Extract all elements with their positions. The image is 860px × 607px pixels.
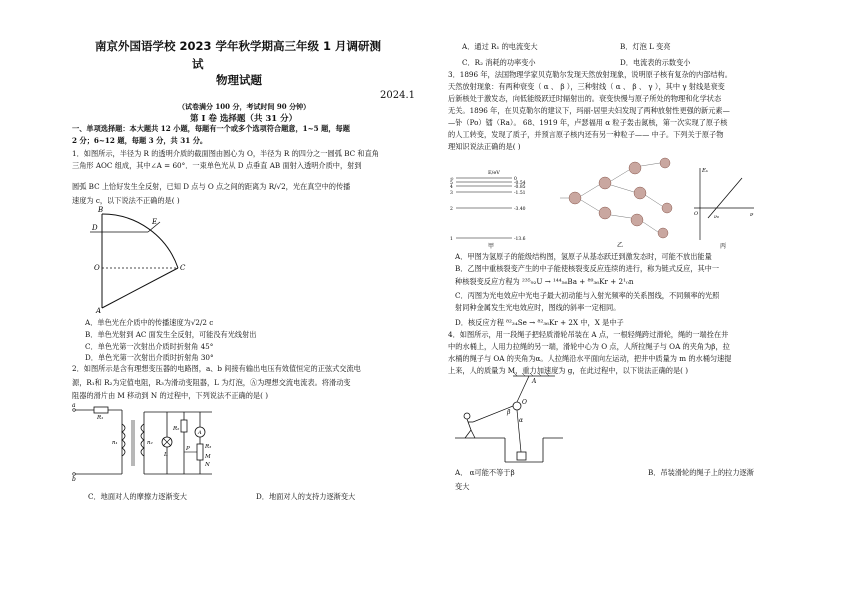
svg-text:O: O <box>694 211 699 217</box>
q1-line3: 圆弧 BC 上恰好发生全反射，已知 D 点与 O 点之间的距离为 R/√2，光在真空中的传播 <box>72 182 351 191</box>
rheostat-R3 <box>197 444 203 460</box>
primary-coil <box>122 424 125 456</box>
svg-text:P: P <box>186 446 190 452</box>
energy-level-value: -3.40 <box>514 207 526 212</box>
q4-option-B2: 变大 <box>455 482 470 491</box>
q3-fission-figure <box>555 148 685 248</box>
q2-line2: 源，R₁和 R₂为定值电阻，R₃为滑动变阻器，L 为灯泡，Ⓐ为理想交流电流表。将滑动变 <box>72 378 351 387</box>
bucket <box>517 452 526 460</box>
energy-level-value: -0.54 <box>514 181 526 186</box>
q2-option-D: D．电流表的示数变小 <box>620 58 691 67</box>
q2-option-C: C．R₂ 消耗的功率变小 <box>462 58 536 67</box>
q3-option-A: A．甲图为氢原子的能级结构图，氢原子从基态跃迁到激发态时，可能不放出能量 <box>455 252 712 261</box>
nucleus-1 <box>569 192 581 204</box>
svg-text:N: N <box>205 462 210 468</box>
svg-text:a: a <box>72 402 76 409</box>
q4-line2: 中的水桶上，人用力拉绳的另一端，滑轮中心为 O 点，人所拉绳子与 OA 的夹角为β，拉 <box>448 342 730 351</box>
q1-label-B: B <box>98 206 104 214</box>
energy-level-value: -0.85 <box>514 185 526 190</box>
q4-pulley-figure <box>455 374 565 464</box>
q3-line6: 的人工转变，发现了质子，并预言原子核内还有另一种粒子—— 中子。下列关于原子物 <box>448 130 724 139</box>
nucleus-4 <box>629 162 641 174</box>
q3-line1: 3．1896 年，法国物理学家贝克勒尔发现天然放射现象，说明原子核有复杂的内部结构。 <box>448 70 732 79</box>
q1-option-A: A．单色光在介质中的传播速度为√2/2 c <box>85 318 214 327</box>
svg-text:O: O <box>522 399 527 406</box>
q4-line3: 水桶的绳子与 OA 的夹角为α。人拉绳沿水平面向左运动，把井中质量为 m 的水桶匀速提 <box>448 354 732 363</box>
instruction-line2: 2 分；6~12 题，每题 3 分，共 31 分。 <box>72 136 208 145</box>
exam-title-line1: 南京外国语学校 2023 学年秋学期高三年级 1 月调研测 <box>95 39 382 53</box>
nucleus-6 <box>631 214 643 226</box>
q1-line1: 1．如图所示，半径为 R 的透明介质的截面图由圆心为 O，半径为 R 的四分之一圆弧 BC 和直角 <box>72 149 379 158</box>
svg-text:M: M <box>205 454 211 460</box>
q2-line1: 2．如图所示是含有理想变压器的电路图，a、b 间接有输出电压有效值恒定的正弦式交流电 <box>72 364 361 373</box>
svg-text:α: α <box>519 417 524 424</box>
energy-level-n: 5 <box>450 181 453 186</box>
q3-option-D: D．核反应方程 ⁸²₃₄Se → ⁸²₃₆Kr + 2X 中，X 是中子 <box>455 318 624 327</box>
q3-option-C2: 射同种金属发生光电效应时，图线的斜率一定相同。 <box>455 303 621 312</box>
q4-line1: 4．如图所示，用一段绳子把轻质滑轮吊装在 A 点，一根轻绳跨过滑轮，绳的一端拴在井 <box>448 330 729 339</box>
q4-option-A: A． α可能不等于β <box>455 468 515 477</box>
q1-label-D: D <box>92 224 98 232</box>
resistor-R2 <box>181 420 187 432</box>
exam-title-line2: 试 <box>192 57 204 71</box>
q2-option-A: A．通过 R₁ 的电流变大 <box>462 42 538 51</box>
nucleus-2 <box>599 177 611 189</box>
fig-label-jia: 甲 <box>488 243 495 250</box>
nucleus-3 <box>599 207 611 219</box>
svg-text:R₂: R₂ <box>173 426 180 432</box>
q1-line4: 速度为 c，以下说法不正确的是( ) <box>72 196 180 205</box>
nucleus-8 <box>662 203 672 213</box>
exam-subject-title: 物理试题 <box>216 73 262 87</box>
svg-text:L: L <box>164 452 168 458</box>
nucleus-9 <box>658 228 668 238</box>
person-icon <box>464 413 475 438</box>
q3-energy-level-figure <box>448 168 538 250</box>
q1-figure <box>90 206 190 315</box>
q3-option-B1: B．乙图中重核裂变产生的中子能使核裂变反应连续的进行，称为链式反应，其中一 <box>455 264 720 273</box>
svg-text:Eₖ: Eₖ <box>702 168 709 174</box>
q1-label-A: A <box>96 307 102 315</box>
q3-line5: —钋（Po）镭（Ra）。 68、1919 年，卢瑟福用 α 粒子轰击氮核，第一次实现了原子核 <box>448 118 728 127</box>
pulley <box>513 402 521 410</box>
q4-option-B1: B．吊装滑轮的绳子上的拉力逐渐 <box>648 468 754 477</box>
energy-level-n: 1 <box>450 237 453 242</box>
q3-line7: 理知识说法正确的是( ) <box>448 142 521 151</box>
q1-label-E: E <box>152 218 158 226</box>
section-title: 第 Ⅰ 卷 选择题（共 31 分） <box>190 114 298 124</box>
q1-option-D: D．单色光第一次射出介质时折射角 30° <box>85 353 214 362</box>
fig-label-yi: 乙 <box>617 242 624 249</box>
energy-level-value: 0 <box>514 177 517 182</box>
q1-label-O: O <box>94 264 100 272</box>
ek-nu-line <box>708 178 742 218</box>
energy-level-n: ∞ <box>450 177 454 182</box>
energy-level-value: -13.6 <box>514 237 526 242</box>
q1-arc <box>102 214 178 268</box>
q2-option-B: B．灯泡 L 变亮 <box>620 42 671 51</box>
svg-text:ν₀: ν₀ <box>714 214 720 220</box>
svg-text:ν: ν <box>750 212 754 218</box>
q3-photoelectric-figure <box>690 160 760 250</box>
q1-option-C: C．单色光第一次射出介质时折射角 45° <box>85 342 214 351</box>
svg-text:n₁: n₁ <box>112 440 118 446</box>
q3-option-C1: C．丙图为光电效应中光电子最大初动能与入射光频率的关系图线，不同频率的光照 <box>455 291 720 300</box>
svg-text:A: A <box>198 430 202 436</box>
svg-text:A: A <box>532 378 537 385</box>
svg-text:β: β <box>507 409 511 416</box>
svg-text:n₂: n₂ <box>147 440 153 446</box>
svg-text:E/eV: E/eV <box>488 170 500 176</box>
energy-level-n: 3 <box>450 191 453 196</box>
q1-label-C: C <box>180 264 186 272</box>
q1-side-AC <box>102 268 178 308</box>
energy-levels <box>450 176 526 242</box>
svg-text:R₃: R₃ <box>205 444 212 450</box>
energy-level-n: 4 <box>450 185 453 190</box>
q3-line3: 后新核处于激发态，向低能级跃迁时辐射出的。衰变快慢与原子所处的物理和化学状态 <box>448 94 722 103</box>
q4-option-D: D．地面对人的支持力逐渐变大 <box>256 492 356 501</box>
q3-line2: 天然放射现象：有两种衰变（ α 、 β ），三种射线（ α 、 β 、 γ ），其中 γ 射线是衰变 <box>448 82 725 91</box>
resistor-R1 <box>94 407 108 413</box>
q1-option-B: B．单色光射到 AC 面发生全反射，可能没有光线射出 <box>85 330 257 339</box>
exam-meta: （试卷满分 100 分，考试时间 90 分钟） <box>178 102 311 111</box>
svg-text:b: b <box>72 476 76 483</box>
exam-date: 2024.1 <box>380 90 415 101</box>
q2-line3: 阻器的滑片由 M 移动到 N 的过程中，下列说法不正确的是( ) <box>72 391 268 400</box>
nucleus-5 <box>634 187 646 199</box>
fig-label-bing: 丙 <box>720 243 727 250</box>
q4-line4: 上来，人的质量为 M，重力加速度为 g，在此过程中，以下说法正确的是( ) <box>448 366 689 375</box>
energy-level-n: 2 <box>450 207 453 212</box>
energy-level-value: -1.51 <box>514 191 526 196</box>
instruction-line1: 一、单项选择题：本大题共 12 小题，每题有一个或多个选项符合题意，1~5 题，每题 <box>72 124 350 133</box>
nucleus-7 <box>660 158 670 168</box>
q3-line4: 无关。1896 年，在贝克勒尔的建议下，玛丽-居里夫妇发现了两种放射性更强的新元素— <box>448 106 730 115</box>
svg-text:R₁: R₁ <box>97 415 104 421</box>
q4-option-C: C．地面对人的摩擦力逐渐变大 <box>88 492 187 501</box>
q2-circuit-figure <box>72 402 232 482</box>
q1-line2: 三角形 AOC 组成，其中∠A = 60°．一束单色光从 D 点垂直 AB 面射入透明介质中，射到 <box>72 161 362 170</box>
q3-option-B2: 种核裂变反应方程为 ²³⁵₉₂U → ¹⁴⁴₅₆Ba + ⁸⁹₃₆Kr + 2¹₀n <box>455 277 634 286</box>
secondary-coil <box>141 424 144 456</box>
